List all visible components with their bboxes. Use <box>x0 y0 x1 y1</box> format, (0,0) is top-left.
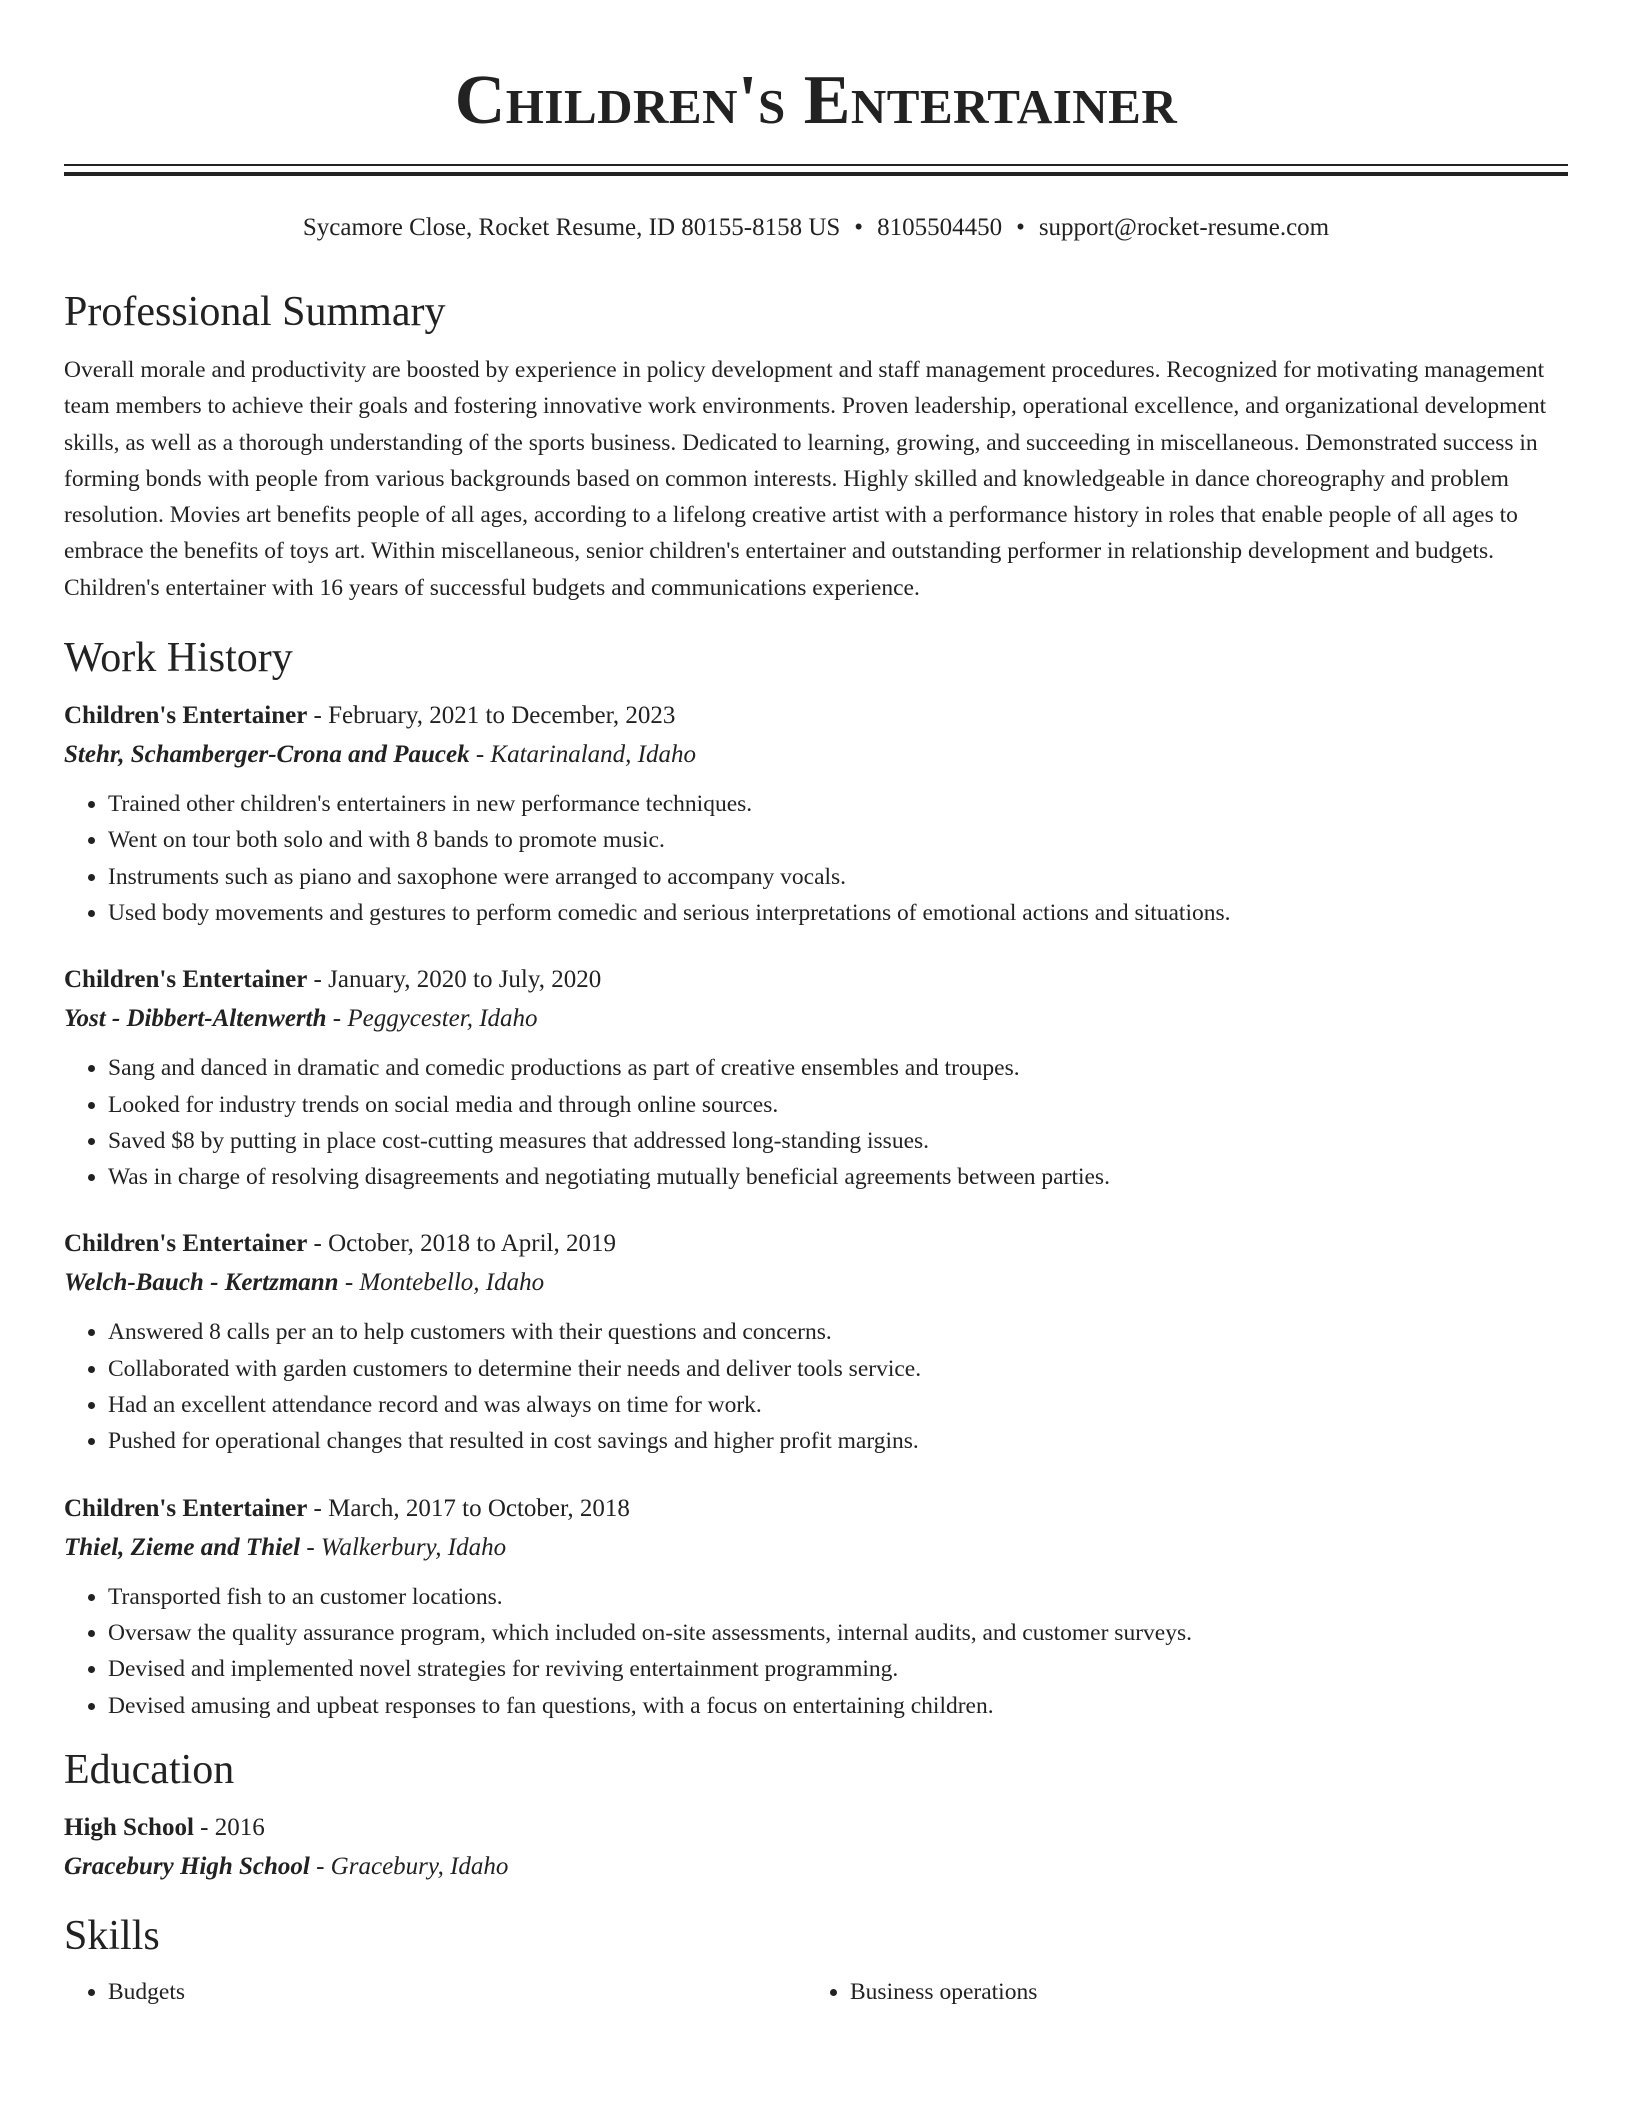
contact-email[interactable]: support@rocket-resume.com <box>1038 214 1330 241</box>
job-bullet: • Went on tour both solo and with 8 bands to promote music. <box>108 822 1568 858</box>
skills-column-right <box>806 1974 1548 2010</box>
job-bullet: • Looked for industry trends on social media and through online sources. <box>108 1087 1568 1123</box>
education-school: Gracebury High School <box>64 1852 310 1880</box>
job-bullet: • Pushed for operational changes that resulted in cost savings and higher profit margins. <box>108 1423 1568 1459</box>
section-title-skills: Skills <box>64 1912 160 1959</box>
skills-grid <box>64 1974 1568 2010</box>
job-bullet: • Transported fish to an customer locations. <box>108 1579 1568 1615</box>
job-bullets <box>64 1050 1568 1195</box>
job-bullet: • Trained other children's entertainers in new performance techniques. <box>108 786 1568 822</box>
job-location: - Katarinaland, Idaho <box>469 741 697 769</box>
job-title-line <box>64 1489 1568 1528</box>
job-title-line <box>64 960 1568 999</box>
job-bullets <box>64 1314 1568 1459</box>
job-bullet: • Instruments such as piano and saxophone were arranged to accompany vocals. <box>108 859 1568 895</box>
job-company-line <box>64 1263 1568 1302</box>
section-title-education: Education <box>64 1746 235 1793</box>
skill-item: • Budgets <box>108 1974 806 2010</box>
skills-column-left <box>64 1974 806 2010</box>
job-dates: - February, 2021 to December, 2023 <box>307 702 676 730</box>
contact-separator: • <box>1016 214 1025 241</box>
job-dates: - March, 2017 to October, 2018 <box>307 1494 630 1522</box>
job-company-line <box>64 1528 1568 1567</box>
job-bullets <box>64 1579 1568 1724</box>
skill-item: • Business operations <box>850 1974 1548 2010</box>
header-rule-thin <box>64 164 1568 166</box>
education-degree-line <box>64 1808 1568 1847</box>
job-entry <box>64 1489 1568 1724</box>
job-position: Children's Entertainer <box>64 966 308 994</box>
job-position: Children's Entertainer <box>64 1230 308 1258</box>
job-company-line <box>64 999 1568 1038</box>
job-company: Welch-Bauch - Kertzmann <box>64 1269 339 1297</box>
job-title-line <box>64 1224 1568 1263</box>
job-company: Thiel, Zieme and Thiel <box>64 1533 301 1561</box>
job-bullet: • Had an excellent attendance record and was always on time for work. <box>108 1387 1568 1423</box>
job-bullet: • Collaborated with garden customers to determine their needs and deliver tools service. <box>108 1351 1568 1387</box>
section-title-work-history: Work History <box>64 635 293 682</box>
job-bullet: • Used body movements and gestures to perform comedic and serious interpretations of emotional actions and situations. <box>108 895 1568 931</box>
job-entry <box>64 1224 1568 1459</box>
resume-name: Children's Entertainer <box>454 62 1178 139</box>
job-company: Yost - Dibbert-Altenwerth <box>64 1005 327 1033</box>
header-rule-thick <box>64 172 1568 176</box>
job-location: - Peggycester, Idaho <box>326 1005 538 1033</box>
job-bullet: • Devised and implemented novel strategies for reviving entertainment programming. <box>108 1651 1568 1687</box>
education-location: - Gracebury, Idaho <box>309 1852 509 1880</box>
job-bullet: • Answered 8 calls per an to help customers with their questions and concerns. <box>108 1314 1568 1350</box>
job-entry <box>64 696 1568 931</box>
job-title-line <box>64 696 1568 735</box>
job-bullet: • Devised amusing and upbeat responses to fan questions, with a focus on entertaining children. <box>108 1688 1568 1724</box>
job-location: - Walkerbury, Idaho <box>300 1533 507 1561</box>
contact-address: Sycamore Close, Rocket Resume, ID 80155-8158 US <box>302 214 841 241</box>
job-location: - Montebello, Idaho <box>338 1269 545 1297</box>
job-company-line <box>64 735 1568 774</box>
summary-text: Overall morale and productivity are boosted by experience in policy development and staff management procedures. Recognized for motivating management team members to achieve their goals and fostering innovative work environments. Proven leadership, operational excellence, and organizational development skills, as well as a thorough understanding of the sports business. Dedicated to learning, growing, and succeeding in miscellaneous. Demonstrated success in forming bonds with people from various backgrounds based on common interests. Highly skilled and knowledgeable in dance choreography and problem resolution. Movies art benefits people of all ages, according to a lifelong creative artist with a performance history in roles that enable people of all ages to embrace the benefits of toys art. Within miscellaneous, senior children's entertainer and outstanding performer in relationship development and budgets. Children's entertainer with 16 years of successful budgets and communications experience. <box>64 357 1547 601</box>
section-title-summary: Professional Summary <box>64 289 446 335</box>
job-entry <box>64 960 1568 1195</box>
job-dates: - January, 2020 to July, 2020 <box>307 966 602 994</box>
education-school-line <box>64 1847 1568 1886</box>
job-bullet: • Oversaw the quality assurance program, which included on-site assessments, internal audits, and customer surveys. <box>108 1615 1568 1651</box>
contact-phone: 8105504450 <box>877 214 1003 241</box>
education-year: - 2016 <box>193 1813 265 1841</box>
education-entry <box>64 1808 1568 1886</box>
contact-line <box>64 212 1568 244</box>
job-company: Stehr, Schamberger-Crona and Paucek <box>64 741 470 769</box>
job-bullet: • Was in charge of resolving disagreements and negotiating mutually beneficial agreements between parties. <box>108 1159 1568 1195</box>
job-bullets <box>64 786 1568 931</box>
job-position: Children's Entertainer <box>64 1494 308 1522</box>
education-degree: High School <box>64 1813 194 1841</box>
job-bullet: • Sang and danced in dramatic and comedic productions as part of creative ensembles and troupes. <box>108 1050 1568 1086</box>
job-dates: - October, 2018 to April, 2019 <box>307 1230 616 1258</box>
contact-separator: • <box>854 214 864 241</box>
job-bullet: • Saved $8 by putting in place cost-cutting measures that addressed long-standing issues. <box>108 1123 1568 1159</box>
job-position: Children's Entertainer <box>64 702 308 730</box>
